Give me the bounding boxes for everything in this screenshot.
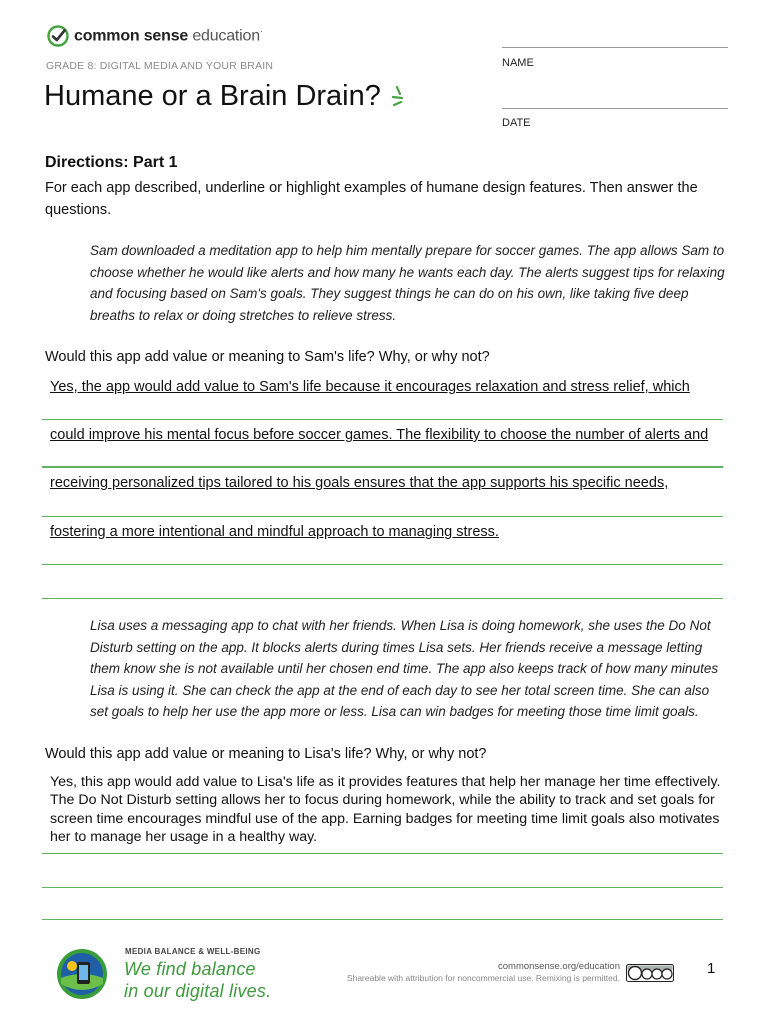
balance-badge-icon: [56, 948, 108, 1000]
footer-url[interactable]: commonsense.org/education: [498, 961, 620, 972]
name-label: NAME: [502, 57, 534, 69]
sparkle-icon: [389, 83, 407, 111]
scenario-2-text: Lisa uses a messaging app to chat with her friends. When Lisa is doing homework, she uses the Do Not Disturb setting on the app. It blocks alerts during times Lisa sets. Her friends receive a message letting them know she is not available until her chosen end time. The app also keeps track of how many minutes Lisa is using it. She can check the app at the end of each day to see her total screen time. She can also set goals to help her use the app more or less. Lisa can win badges for meeting those time limit goals.: [90, 618, 719, 720]
scenario-1-question: Would this app add value or meaning to Sam's life? Why, or why not?: [45, 349, 490, 365]
footer-tagline-2: in our digital lives.: [124, 981, 272, 1001]
footer-category: MEDIA BALANCE & WELL-BEING: [125, 947, 261, 956]
date-label: DATE: [502, 117, 531, 129]
date-line: [502, 108, 728, 109]
name-line: [502, 47, 728, 48]
answer-1-line-3: receiving personalized tips tailored to his goals ensures that the app supports his specific needs,: [50, 475, 669, 491]
grade-label: GRADE 8: DIGITAL MEDIA AND YOUR BRAIN: [46, 60, 274, 72]
brand-name: common sense education·: [74, 26, 263, 45]
checkmark-logo-icon: [46, 24, 70, 48]
footer-tagline-1: We find balance: [124, 959, 256, 979]
answer-1-line-4: fostering a more intentional and mindful approach to managing stress.: [50, 524, 499, 540]
page-number: 1: [707, 960, 716, 977]
answer-1-line-1: Yes, the app would add value to Sam's life because it encourages relaxation and stress relief, which: [50, 379, 690, 395]
answer-rule: [42, 919, 723, 920]
page-title-text: Humane or a Brain Drain?: [44, 80, 381, 112]
footer-tagline: [124, 958, 271, 1002]
answer-rule: [42, 516, 723, 517]
directions-heading: Directions: Part 1: [45, 154, 178, 171]
footer-license: Shareable with attribution for noncommercial use. Remixing is permitted.: [346, 973, 620, 983]
answer-1-line-2: could improve his mental focus before soccer games. The flexibility to choose the number of alerts and: [50, 427, 709, 443]
scenario-2-question: Would this app add value or meaning to Lisa's life? Why, or why not?: [45, 746, 487, 762]
answer-rule: [42, 598, 723, 599]
answer-rule: [42, 853, 723, 854]
answer-rule: [42, 419, 723, 420]
creative-commons-icon: [626, 964, 674, 982]
answer-rule: [42, 887, 723, 888]
answer-rule: [42, 564, 723, 565]
answer-2-text: Yes, this app would add value to Lisa's life as it provides features that help her manage her time effectively. The Do Not Disturb setting allows her to focus during homework, while the ability to track and set goals for screen time encourages mindful use of the app. Earning badges for meeting time limit goals also motivates her to manage her usage in a healthy way.: [50, 774, 721, 845]
brand-logo: [46, 24, 263, 48]
page-title: [44, 80, 407, 113]
directions-text: For each app described, underline or highlight examples of humane design features. Then answer the questions.: [45, 180, 698, 218]
answer-rule: [42, 466, 723, 468]
scenario-1-text: Sam downloaded a meditation app to help him mentally prepare for soccer games. The app allows Sam to choose whether he would like alerts and how many he wants each day. The alerts suggest tips for relaxing and focusing based on Sam's goals. They suggest things he can do on his own, like taking five deep breaths to relax or doing stretches to relieve stress.: [90, 243, 725, 323]
